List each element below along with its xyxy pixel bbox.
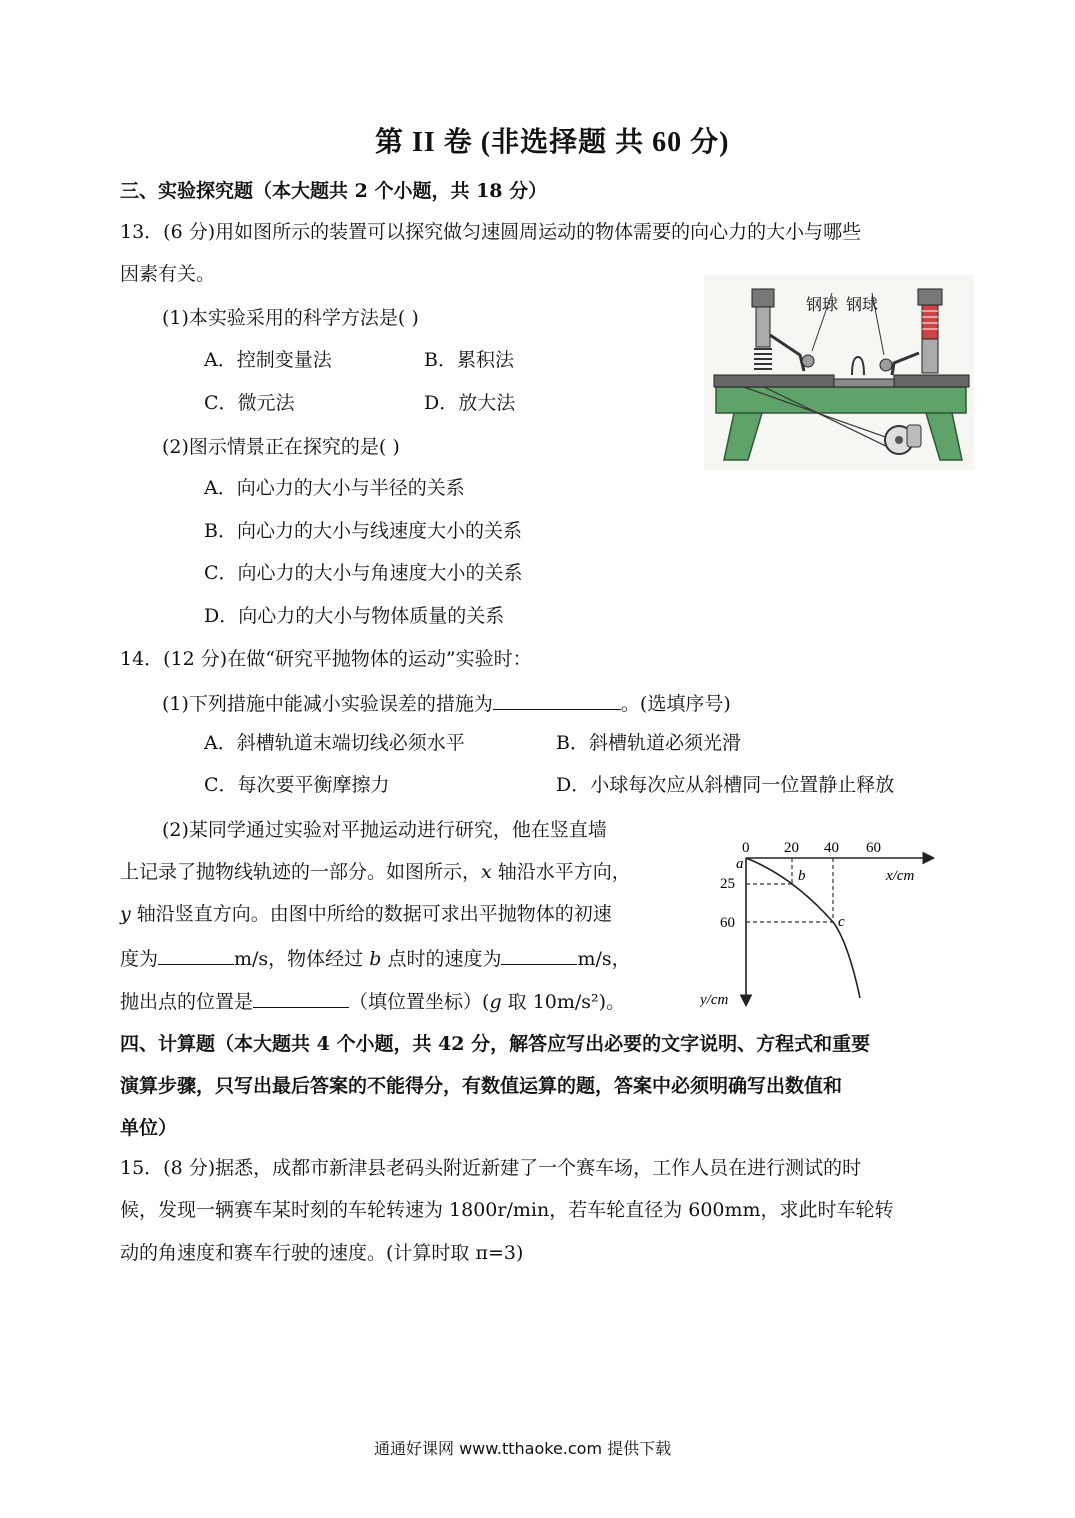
q14-p1-answer-blank[interactable]: [493, 689, 621, 710]
q15-line3: 动的角速度和赛车行驶的速度。(计算时取 π=3): [120, 1242, 524, 1264]
point-c-label: c: [838, 914, 845, 930]
q14-p2-line4: [120, 944, 631, 971]
q14-p2-line4-unit1: m/s，物体经过: [234, 948, 370, 970]
q14-p2-line2-tail: 轴沿水平方向，: [491, 861, 631, 883]
steel-ball-label-2: 钢球: [846, 297, 879, 314]
q14-p2-line4-unit2: m/s，: [577, 948, 631, 970]
q14-p1-suffix: 。(选填序号): [620, 693, 731, 715]
q14-p2-line1: (2)某同学通过实验对平抛运动进行研究，他在竖直墙: [162, 819, 607, 841]
q15-line2: 候，发现一辆赛车某时刻的车轮转速为 1800r/min，若车轮直径为 600mm，求此时车轮转: [120, 1199, 894, 1221]
q14-p1-option-c: C．每次要平衡摩擦力: [204, 774, 390, 796]
section-4-heading-line3: 单位）: [120, 1117, 178, 1139]
centripetal-apparatus-figure: [704, 275, 974, 470]
q13-p2-option-d: D．向心力的大小与物体质量的关系: [204, 605, 505, 627]
q14-p1-option-b: B．斜槽轨道必须光滑: [556, 732, 741, 754]
x-tick-20: 20: [784, 840, 799, 856]
q13-stem-line2: 因素有关。: [120, 263, 216, 285]
q14-part1: [162, 689, 731, 716]
point-b-label: b: [798, 868, 806, 884]
q14-p2-line5-tail: 取 10m/s²)。: [501, 991, 626, 1013]
q14-p2-line4-lead: 度为: [120, 948, 159, 970]
q14-p2-line3: [120, 902, 612, 926]
y-axis-label: y/cm: [700, 992, 729, 1008]
launch-point-blank[interactable]: [253, 987, 349, 1008]
point-a-label: a: [736, 856, 744, 872]
q13-p1-option-a: A．控制变量法: [204, 349, 332, 371]
x-tick-40: 40: [824, 840, 839, 856]
section-3-heading: 三、实验探究题（本大题共 2 个小题，共 18 分）: [120, 180, 548, 202]
point-b-symbol: b: [369, 948, 382, 970]
q13-p1-option-c: C．微元法: [204, 392, 295, 414]
q13-stem-line1: 13．(6 分)用如图所示的装置可以探究做匀速圆周运动的物体需要的向心力的大小与哪些: [120, 221, 862, 243]
g-symbol: g: [489, 991, 502, 1013]
q14-p1-option-d: D．小球每次应从斜槽同一位置静止释放: [556, 774, 895, 796]
y-tick-25: 25: [720, 876, 735, 892]
q14-p2-line2: [120, 860, 631, 884]
section-4-heading-line2: 演算步骤，只写出最后答案的不能得分，有数值运算的题，答案中必须明确写出数值和: [120, 1075, 843, 1097]
q14-p2-line2-text: 上记录了抛物线轨迹的一部分。如图所示，: [120, 861, 482, 883]
q13-part1: (1)本实验采用的科学方法是( ): [162, 307, 419, 329]
q14-stem: 14．(12 分)在做“研究平抛物体的运动”实验时：: [120, 648, 532, 670]
x-tick-0: 0: [742, 840, 750, 856]
y-axis-symbol: y: [120, 903, 131, 925]
q13-p2-option-b: B．向心力的大小与线速度大小的关系: [204, 520, 522, 542]
q13-part2: (2)图示情景正在探究的是( ): [162, 436, 400, 458]
q15-line1: 15．(8 分)据悉，成都市新津县老码头附近新建了一个赛车场，工作人员在进行测试的时: [120, 1157, 862, 1179]
trajectory-graph: [700, 832, 940, 1014]
q14-p2-line3-text: 轴沿竖直方向。由图中所给的数据可求出平抛物体的初速: [130, 903, 612, 925]
q14-p1-prefix: (1)下列措施中能减小实验误差的措施为: [162, 693, 493, 715]
x-axis-label: x/cm: [886, 868, 915, 884]
initial-velocity-blank[interactable]: [158, 944, 234, 965]
steel-ball-label-1: 钢球: [806, 297, 839, 314]
x-axis-symbol: x: [481, 861, 492, 883]
q13-p1-option-d: D．放大法: [424, 392, 516, 414]
q13-p1-option-b: B．累积法: [424, 349, 514, 371]
y-tick-60: 60: [720, 915, 735, 931]
q13-p2-option-c: C．向心力的大小与角速度大小的关系: [204, 562, 523, 584]
q14-p2-line5: [120, 987, 625, 1014]
page-title: 第 II 卷 (非选择题 共 60 分): [375, 127, 730, 158]
section-4-heading-line1: 四、计算题（本大题共 4 个小题，共 42 分，解答应写出必要的文字说明、方程式和重要: [120, 1033, 871, 1055]
page-footer: 通通好课网 www.tthaoke.com 提供下载: [374, 1439, 672, 1458]
q14-p2-line4-mid: 点时的速度为: [381, 948, 502, 970]
q14-p2-line5-mid: （填位置坐标）(: [349, 991, 490, 1013]
q14-p2-line5-lead: 抛出点的位置是: [120, 991, 254, 1013]
q14-p1-option-a: A．斜槽轨道末端切线必须水平: [204, 732, 465, 754]
x-tick-60: 60: [866, 840, 881, 856]
q13-p2-option-a: A．向心力的大小与半径的关系: [204, 477, 465, 499]
velocity-at-b-blank[interactable]: [501, 944, 577, 965]
